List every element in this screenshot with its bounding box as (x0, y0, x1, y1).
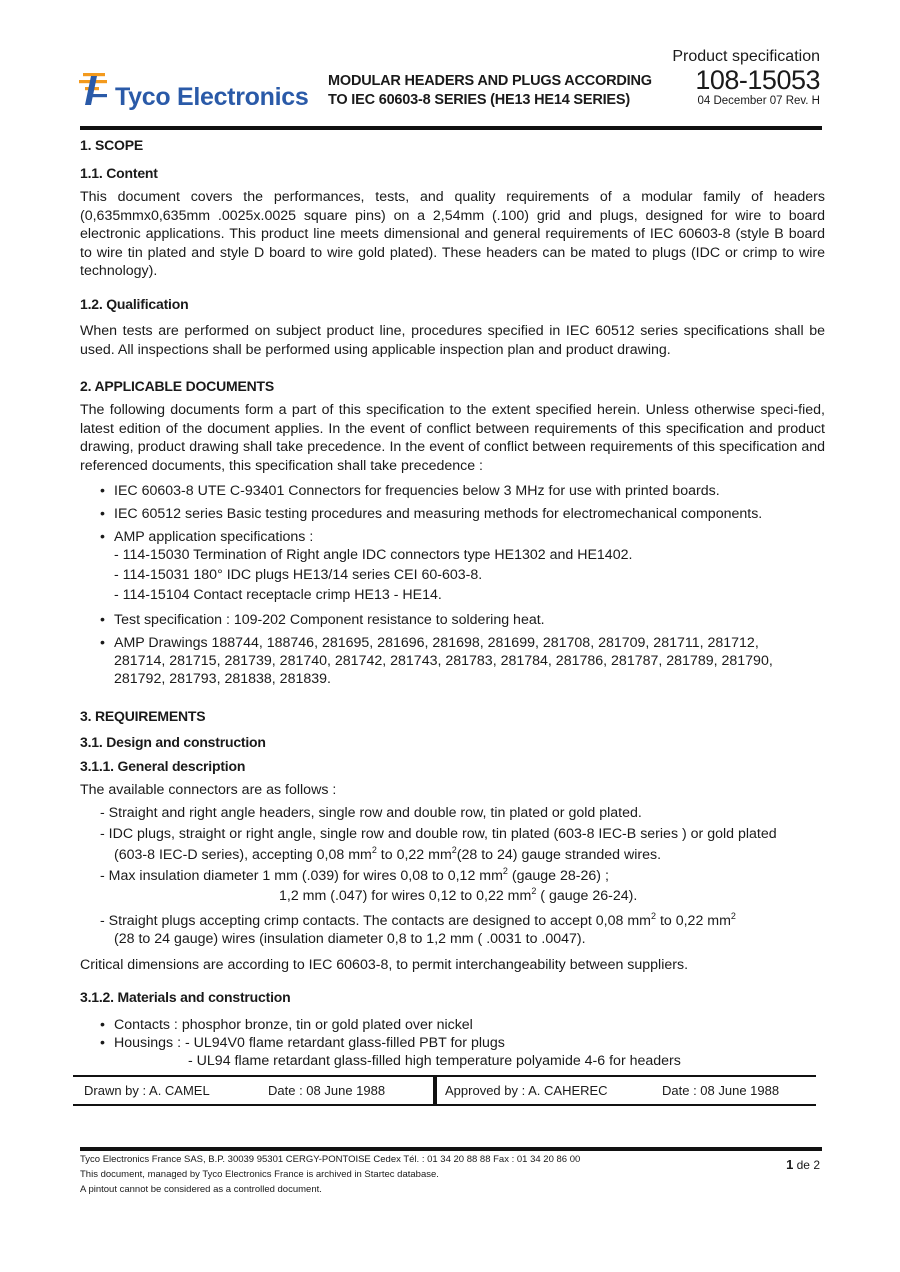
approved-by: Approved by : A. CAHEREC (445, 1083, 608, 1098)
document-title-line2: TO IEC 60603-8 SERIES (HE13 HE14 SERIES) (328, 92, 631, 108)
section-3-1-2-heading: 3.1.2. Materials and construction (80, 989, 291, 1005)
description-item: - Straight and right angle headers, single row and double row, tin plated or gold plated. (100, 805, 642, 821)
section-2-heading: 2. APPLICABLE DOCUMENTS (80, 378, 275, 394)
list-item: • Contacts : phosphor bronze, tin or gold plated over nickel (100, 1017, 473, 1033)
document-title-line1: MODULAR HEADERS AND PLUGS ACCORDING (328, 73, 652, 89)
footer-divider (80, 1147, 822, 1151)
footer-line-1: Tyco Electronics France SAS, B.P. 30039 95301 CERGY-PONTOISE Cedex Tél. : 01 34 20 88 88 Fax : 01 34 20 86 00 (80, 1154, 581, 1165)
section-3-1-1-intro: The available connectors are as follows : (80, 782, 337, 798)
footer-line-2: This document, managed by Tyco Electronics France is archived in Startec database. (80, 1169, 439, 1180)
company-logo (79, 69, 308, 111)
description-item-continuation: (28 to 24 gauge) wires (insulation diameter 0,8 to 1,2 mm ( .0031 to .0047). (114, 931, 586, 947)
list-item: • AMP application specifications : (100, 529, 314, 545)
section-1-2-heading: 1.2. Qualification (80, 296, 189, 312)
list-item-continuation: - UL94 flame retardant glass-filled high temperature polyamide 4-6 for headers (188, 1053, 681, 1069)
list-item: • IEC 60512 series Basic testing procedures and measuring methods for electromechanical components. (100, 506, 763, 522)
list-item: • Housings : - UL94V0 flame retardant glass-filled PBT for plugs (100, 1035, 505, 1051)
list-item-continuation: 281714, 281715, 281739, 281740, 281742, 281743, 281783, 281784, 281786, 281787, 281789, 281790, (114, 653, 773, 669)
drawn-by: Drawn by : A. CAMEL (84, 1083, 210, 1098)
footer-line-3: A pintout cannot be considered as a controlled document. (80, 1184, 322, 1195)
signature-table-bottom-border (73, 1104, 816, 1106)
list-item: • Test specification : 109-202 Component resistance to soldering heat. (100, 612, 545, 628)
description-item: - Straight plugs accepting crimp contacts. The contacts are designed to accept 0,08 $mm^2$ to 0,22 $mm^2$ (100, 911, 736, 929)
section-3-1-1-heading: 3.1.1. General description (80, 758, 246, 774)
document-title (328, 72, 652, 110)
page-number: 1 de 2 (786, 1157, 820, 1172)
section-3-heading: 3. REQUIREMENTS (80, 708, 206, 724)
section-2-intro: The following documents form a part of this specification to the extent specified herein. Unless otherwise speci-fied, latest edition of the document applies. In the event of conflict between requirements of this specification and product drawing, product drawing shall take precedence. In the event of conflict between requirements of this specification and referenced documents, this specification shall take precedence : (80, 402, 825, 474)
company-name: Tyco Electronics (115, 82, 309, 111)
signature-table-top-border (73, 1075, 816, 1077)
signature-table-divider (433, 1075, 437, 1106)
description-item: - IDC plugs, straight or right angle, single row and double row, tin plated (603-8 IEC-B series ) or gold plated (100, 826, 777, 842)
section-1-heading: 1. SCOPE (80, 137, 143, 153)
list-item-continuation: 281792, 281793, 281838, 281839. (114, 671, 331, 687)
sub-list-item: - 114-15104 Contact receptacle crimp HE13 - HE14. (114, 587, 442, 603)
section-1-1-text: This document covers the performances, tests, and quality requirements of a modular family of headers (0,635mmx0,635mm .0025x.0025 square pins) on a 2,54mm (.100) grid and plugs, designed for wire to board electronic applications. This product line meets dimensional and general requirements of IEC 60603-8 (style B board to wire tin plated and style D board to wire gold plated). These headers can be mated to plugs (IDC or crimp to wire technology). (80, 189, 825, 279)
critical-dimensions-note: Critical dimensions are according to IEC 60603-8, to permit interchangeability between suppliers. (80, 957, 689, 973)
section-1-1-heading: 1.1. Content (80, 165, 158, 181)
approved-date: Date : 08 June 1988 (662, 1083, 780, 1098)
description-item-continuation: (603-8 IEC-D series), accepting 0,08 $mm^2$ to 0,22 $mm^2(28$ to 24) gauge stranded wires. (114, 845, 662, 863)
spec-label: Product specification (672, 48, 820, 65)
list-item: • AMP Drawings 188744, 188746, 281695, 281696, 281698, 281699, 281708, 281709, 281711, 281712, (100, 635, 759, 651)
drawn-date: Date : 08 June 1988 (268, 1083, 386, 1098)
tyco-logo-icon (79, 73, 109, 107)
header-divider (80, 126, 822, 130)
description-item: - Max insulation diameter 1 mm (.039) for wires 0,08 to 0,12 $mm^2$ (gauge 28-26) ; (100, 866, 609, 884)
sub-list-item: - 114-15031 180° IDC plugs HE13/14 series CEI 60-603-8. (114, 567, 483, 583)
spec-date: 04 December 07 Rev. H (697, 95, 820, 107)
section-1-2-text: When tests are performed on subject product line, procedures specified in IEC 60512 series specifications shall be used. All inspections shall be performed using applicable inspection plan and product drawing. (80, 323, 825, 358)
spec-number: 108-15053 (695, 65, 820, 95)
description-item-continuation: 1,2 mm (.047) for wires 0,12 to 0,22 $mm^2$ ( gauge 26-24). (279, 886, 638, 904)
list-item: • IEC 60603-8 UTE C-93401 Connectors for frequencies below 3 MHz for use with printed boards. (100, 483, 720, 499)
sub-list-item: - 114-15030 Termination of Right angle IDC connectors type HE1302 and HE1402. (114, 547, 633, 563)
section-3-1-heading: 3.1. Design and construction (80, 734, 266, 750)
